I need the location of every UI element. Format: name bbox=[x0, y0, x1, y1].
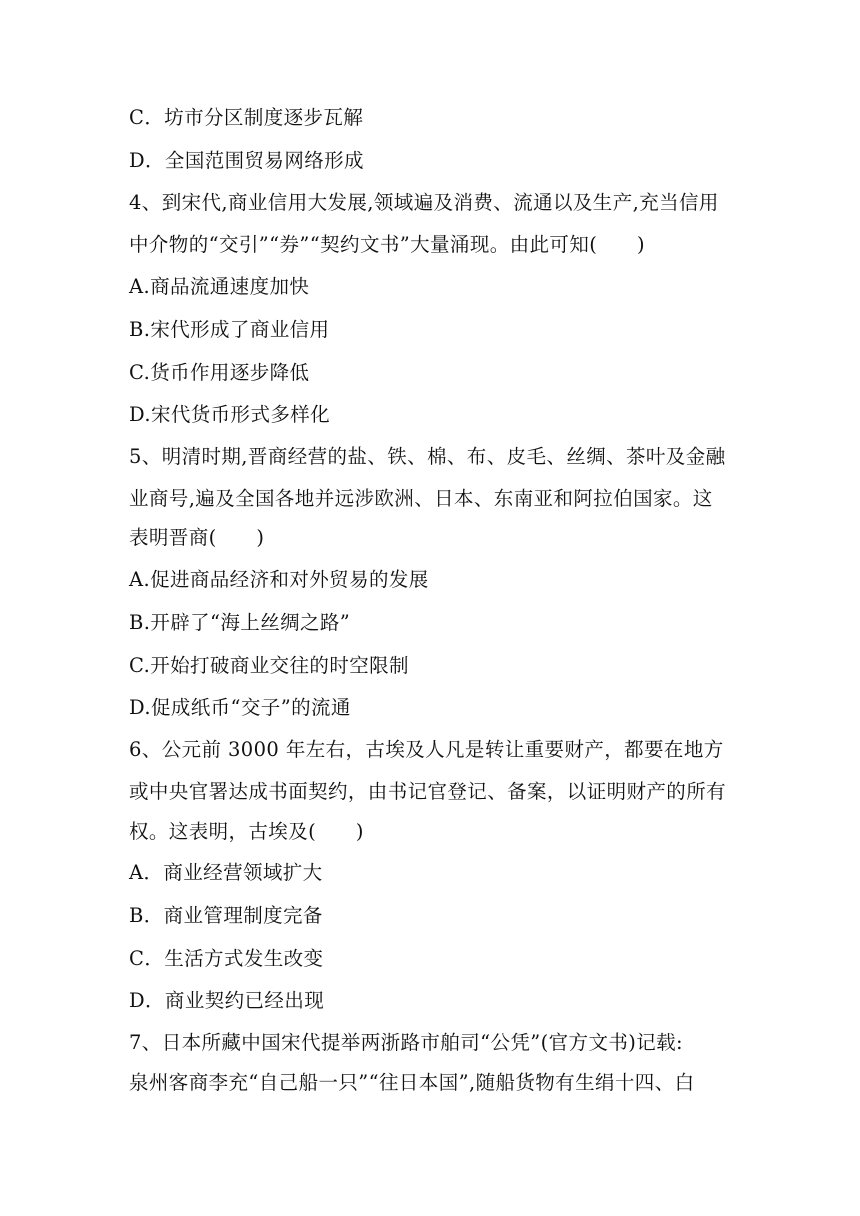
question-7-line-2: 泉州客商李充“自己船一只”“往日本国”,随船货物有生绢十四、白 bbox=[129, 1071, 695, 1094]
option-c-q5: C.开始打破商业交往的时空限制 bbox=[129, 654, 409, 677]
option-c-q3: C．坊市分区制度逐步瓦解 bbox=[129, 106, 364, 129]
option-c-q4: C.货币作用逐步降低 bbox=[129, 361, 310, 384]
option-a-q6: A．商业经营领域扩大 bbox=[129, 861, 323, 884]
option-d-q5: D.促成纸币“交子”的流通 bbox=[129, 696, 351, 719]
option-a-q4: A.商品流通速度加快 bbox=[129, 275, 310, 298]
question-4-line-2: 中介物的“交引”“券”“契约文书”大量涌现。由此可知( ) bbox=[129, 233, 646, 256]
question-6-line-1: 6、公元前 3000 年左右，古埃及人凡是转让重要财产，都要在地方 bbox=[129, 738, 724, 761]
question-6-line-2: 或中央官署达成书面契约，由书记官登记、备案，以证明财产的所有 bbox=[129, 780, 727, 803]
option-d-q4: D.宋代货币形式多样化 bbox=[129, 403, 331, 426]
option-c-q6: C．生活方式发生改变 bbox=[129, 947, 324, 970]
option-d-q6: D．商业契约已经出现 bbox=[129, 989, 325, 1012]
question-6-line-3: 权。这表明，古埃及( ) bbox=[129, 820, 364, 843]
question-7-line-1: 7、日本所藏中国宋代提举两浙路市舶司“公凭”(官方文书)记载: bbox=[129, 1031, 684, 1054]
option-b-q6: B．商业管理制度完备 bbox=[129, 904, 323, 927]
question-5-line-1: 5、明清时期,晋商经营的盐、铁、棉、布、皮毛、丝绸、茶叶及金融 bbox=[129, 445, 726, 468]
question-5-line-2: 业商号,遍及全国各地并远涉欧洲、日本、东南亚和阿拉伯国家。这 bbox=[129, 487, 713, 510]
option-b-q5: B.开辟了“海上丝绸之路” bbox=[129, 611, 351, 634]
option-d-q3: D．全国范围贸易网络形成 bbox=[129, 149, 364, 172]
option-b-q4: B.宋代形成了商业信用 bbox=[129, 318, 330, 341]
question-4-line-1: 4、到宋代,商业信用大发展,领域遍及消费、流通以及生产,充当信用 bbox=[129, 191, 719, 214]
option-a-q5: A.促进商品经济和对外贸易的发展 bbox=[129, 568, 429, 591]
question-5-line-3: 表明晋商( ) bbox=[129, 526, 265, 549]
